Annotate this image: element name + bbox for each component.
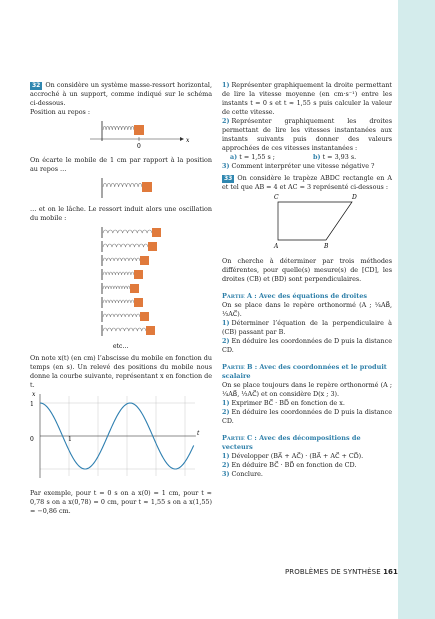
axis-zero: 0: [137, 143, 141, 150]
graph-y-label: x: [32, 391, 36, 398]
page-footer: [222, 568, 398, 576]
partie-b-intro: On se place toujours dans le repère orthonormé (A ; ¼AB⃗, ⅓AC⃗) et on considère D(x ; 3).: [222, 381, 392, 398]
partie-c-q2: 2) En déduire BC⃗ · BD⃗ en fonction de CD.: [222, 461, 357, 469]
trap-label-A: A: [274, 243, 279, 250]
partie-a-q1: 1) Déterminer l’équation de la perpendiculaire à (CB) passant par B.: [222, 319, 392, 336]
partie-c-title: Partie C : Avec des décompositions de vecteurs: [222, 434, 361, 451]
graph-intro: On note x(t) (en cm) l’abscisse du mobile en fonction du temps (en s). Un relevé des positions du mobile nous donne la courbe suivante, représentant x en fonction de t.: [30, 354, 212, 389]
oscillation-frame: [102, 297, 143, 308]
oscillation-frame: [102, 269, 143, 280]
trap-label-C: C: [274, 194, 279, 201]
graph-zero: 0: [30, 436, 34, 443]
methods-text: On cherche à déterminer par trois méthodes différentes, pour quelle(s) mesure(s) de [CD], les droites (CB) et (BD) sont perpendiculaires.: [222, 257, 392, 283]
exercise-33-number: 33: [224, 175, 233, 182]
left-column: [30, 81, 212, 516]
question-2-subparts: a) t = 1,55 s ; b) t = 3,93 s.: [230, 153, 357, 161]
question-1: 1) Représenter graphiquement la droite permettant de lire la vitesse moyenne (en cm·s⁻¹) entre les instants t = 0 s et t ≈ 1,55 s puis calculer la valeur de cette vitesse.: [222, 81, 392, 116]
graph-t-label: t: [197, 430, 200, 437]
example-text: Par exemple, pour t = 0 s on a x(0) = 1 cm, pour t ≈ 0,78 s on a x(0,78) = 0 cm, pour t ≈ 1,55 s on a x(1,55) = −0,86 cm.: [30, 489, 212, 515]
oscillation-frame: [102, 255, 149, 266]
graph-one-y: 1: [30, 401, 34, 408]
oscillation-frame: [102, 311, 149, 322]
oscillation-frame: [102, 241, 157, 252]
exercise-33-intro: 33 On considère le trapèze ABDC rectangle en A et tel que AB = 4 et AC = 3 représenté ci-dessous :: [222, 174, 392, 191]
etc-label: etc…: [113, 343, 129, 350]
oscillation-diagram: [30, 223, 212, 351]
oscillation-frame: [102, 325, 155, 336]
trap-label-B: B: [324, 243, 329, 250]
spring-pulled-diagram: [30, 174, 212, 202]
page-number: 161: [383, 568, 398, 576]
partie-c-q1: 1) Développer (BA⃗ + AC⃗) · (BA⃗ + AC⃗ + CD⃗).: [222, 452, 364, 460]
graph-one-t: 1: [68, 436, 72, 443]
oscillation-frame: [102, 283, 139, 294]
oscillation-frame: [102, 227, 161, 238]
rest-label: Position au repos :: [30, 108, 91, 116]
partie-b-q2: 2) En déduire les coordonnées de D puis la distance CD.: [222, 408, 392, 425]
right-column: [222, 81, 392, 479]
position-graph: [30, 390, 212, 486]
question-3: 3) Comment interpréter une vitesse négative ?: [222, 162, 375, 170]
footer-section: PROBLÈMES DE SYNTHÈSE: [284, 568, 381, 576]
partie-b-q1: 1) Exprimer BC⃗ · BD⃗ en fonction de x.: [222, 399, 345, 407]
trapezoid-diagram: [222, 192, 392, 254]
question-2: 2) Représenter graphiquement les droites permettant de lire les vitesses instantanées aux instants suivants puis donner des valeurs approchées de ces vitesses instantanées :: [222, 117, 392, 152]
release-text: … et on le lâche. Le ressort induit alors une oscillation du mobile :: [30, 205, 212, 222]
spring-rest-diagram: [30, 117, 212, 153]
partie-c-q3: 3) Conclure.: [222, 470, 263, 478]
partie-a-q2: 2) En déduire les coordonnées de D puis la distance CD.: [222, 337, 392, 354]
side-band: [398, 0, 435, 619]
partie-a-intro: On se place dans le repère orthonormé (A ; ¼AB⃗, ⅓AC⃗).: [222, 301, 392, 318]
trap-label-D: D: [352, 194, 357, 201]
axis-x-label: x: [186, 137, 190, 144]
exercise-32-number: 32: [32, 82, 41, 89]
partie-a-title: Partie A : Avec des équations de droites: [222, 292, 368, 300]
pull-text: On écarte le mobile de 1 cm par rapport à la position au repos …: [30, 156, 212, 173]
partie-b-title: Partie B : Avec des coordonnées et le produit scalaire: [222, 363, 387, 380]
exercise-32-intro: 32 On considère un système masse-ressort horizontal, accroché à un support, comme indiqué sur le schéma ci-dessous.: [30, 81, 212, 107]
